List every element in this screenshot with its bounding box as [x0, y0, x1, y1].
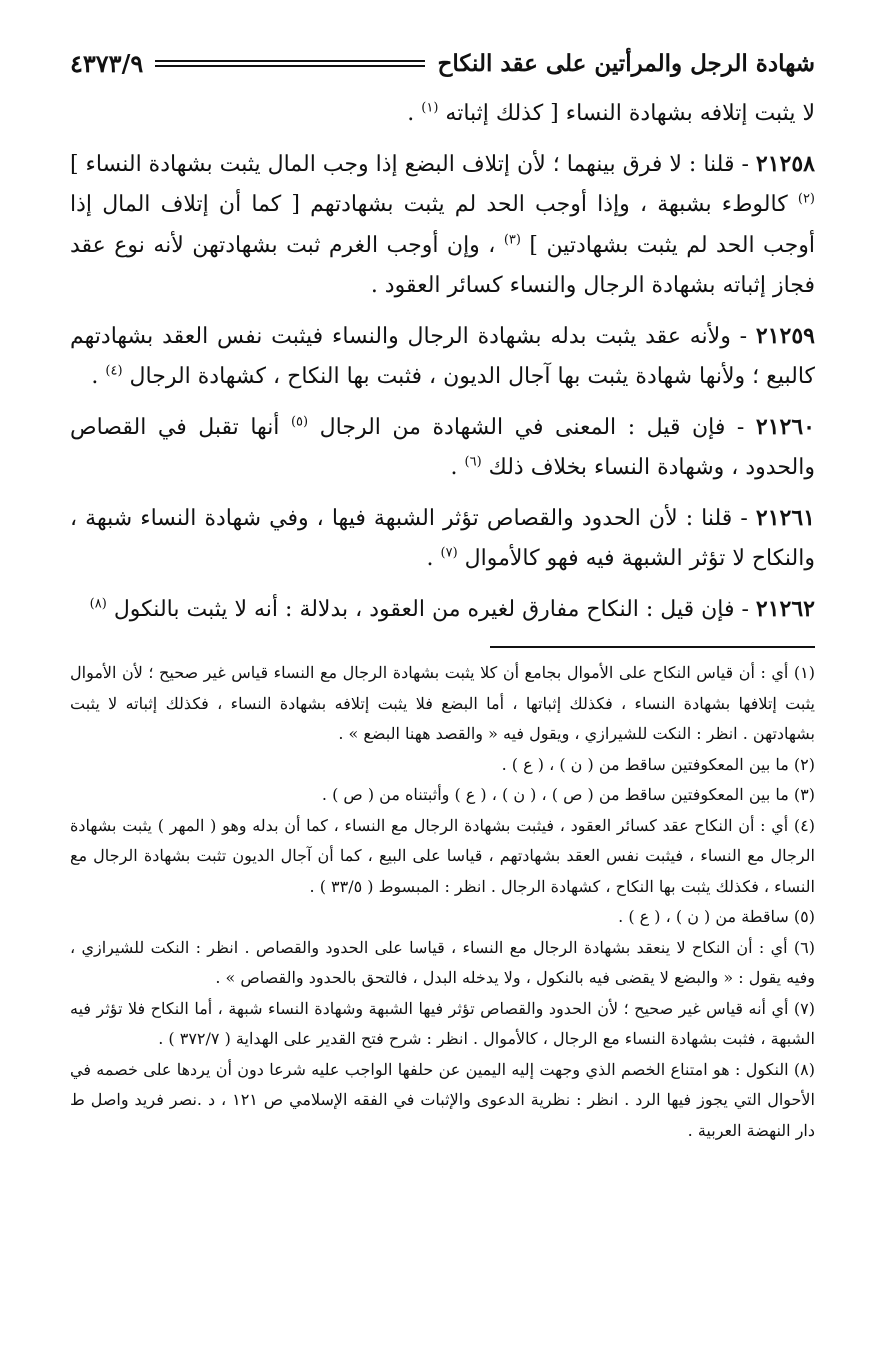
- paragraph-text: كالوطء بشبهة ، وإذا أوجب الحد لم يثبت بشهادتهم [ كما أن إتلاف المال إذا أوجب الحد لم يثبت بشهادتين ]: [70, 192, 815, 258]
- paragraph-text: - قلنا : لأن الحدود والقصاص تؤثر الشبهة فيها ، وفي شهادة النساء شبهة ، والنكاح لا تؤثر الشبهة فيه فهو كالأموال: [70, 505, 815, 571]
- paragraph-text: ، وإن أوجب الغرم ثبت بشهادتهن لأنه نوع عقد فجاز إثباته بشهادة الرجال والنساء كسائر العقود .: [70, 232, 815, 298]
- footnote: (٨) النكول : هو امتناع الخصم الذي وجهت إليه اليمين عن حلفها الواجب عليه شرعا دون أن يردها على خصمه في الأحوال التي يجوز فيها الرد . انظر : نظرية الدعوى والإثبات في الفقه الإسلامي ص ١٢١ ، د .نصر فريد واصل ط دار النهضة العربية .: [70, 1059, 815, 1140]
- paragraph-text: .: [450, 455, 465, 480]
- paragraph-text: - قلنا : لا فرق بينهما ؛ لأن إتلاف البضع إذا وجب المال يثبت بشهادة النساء ]: [69, 151, 756, 177]
- footnotes: [70, 658, 815, 1146]
- paragraph-text: أنها تقبل في القصاص والحدود ، وشهادة النساء بخلاف ذلك: [70, 414, 815, 480]
- paragraph-text: .: [407, 101, 422, 126]
- paragraph-text: - فإن قيل : المعنى في الشهادة من الرجال: [319, 414, 756, 440]
- footnote-ref[interactable]: (٨): [89, 596, 107, 612]
- paragraph: [70, 316, 815, 398]
- paragraph: [70, 94, 815, 135]
- footnote-ref[interactable]: (٤): [105, 363, 123, 379]
- paragraph: [70, 498, 815, 580]
- paragraph-number: ٢١٢٥٨: [755, 150, 815, 177]
- footnote-ref[interactable]: (٦): [464, 454, 482, 470]
- paragraph: [70, 589, 815, 631]
- page-number: ٤٣٧٣/٩: [70, 48, 144, 78]
- footnote-separator: [490, 646, 815, 648]
- footnote-ref[interactable]: (٧): [440, 545, 458, 561]
- paragraph-number: ٢١٢٦٠: [755, 413, 815, 440]
- footnote-ref[interactable]: (٢): [797, 191, 815, 207]
- footnote: (٣) ما بين المعكوفتين ساقط من ( ص ) ، ( ن ) ، ( ع ) وأثبتناه من ( ص ) .: [321, 785, 815, 804]
- footnote: (٦) أي : أن النكاح لا ينعقد بشهادة الرجال مع النساء ، قياسا على الحدود والقصاص . انظر : النكت للشيرازي ، وفيه يقول : « والبضع لا يقضى فيه بالنكول ، ولا يدخله البدل ، فالتحق بالحدود والقصاص » .: [70, 937, 815, 987]
- footnote: (٥) ساقطة من ( ن ) ، ( ع ) .: [618, 907, 815, 926]
- page-header: [70, 40, 815, 86]
- paragraph: [70, 407, 815, 489]
- footnote: (٢) ما بين المعكوفتين ساقط من ( ن ) ، ( ع ) .: [501, 754, 815, 774]
- footnote-ref[interactable]: (١): [421, 100, 439, 116]
- paragraph-text: .: [91, 364, 106, 389]
- paragraph-text: لا يثبت إتلافه بشهادة النساء [ كذلك إثباته: [445, 101, 815, 126]
- paragraph-text: .: [426, 546, 441, 571]
- header-double-rule: [155, 60, 425, 67]
- footnote: (٧) أي أنه قياس غير صحيح ؛ لأن الحدود والقصاص تؤثر فيها الشبهة وشهادة النساء شبهة ، أما النكاح فلا تؤثر فيه الشبهة ، فثبت بشهادة النساء مع الرجال ، كالأموال . انظر : شرح فتح القدير على الهداية ( ٣٧٢/٧ ) .: [70, 998, 815, 1048]
- main-text: [70, 94, 815, 630]
- running-title: شهادة الرجل والمرأتين على عقد النكاح: [437, 49, 815, 77]
- paragraph-number: ٢١٢٥٩: [755, 322, 815, 349]
- paragraph-number: ٢١٢٦٢: [755, 595, 815, 622]
- paragraph: [70, 144, 815, 307]
- footnote-ref[interactable]: (٥): [290, 414, 309, 430]
- paragraph-text: - ولأنه عقد يثبت بدله بشهادة الرجال والنساء فيثبت نفس العقد بشهادتهم كالبيع ؛ ولأنها شهادة يثبت بها آجال الديون ، فثبت بها النكاح ، كشهادة الرجال: [70, 323, 815, 389]
- footnote-ref[interactable]: (٣): [503, 232, 521, 248]
- paragraph-number: ٢١٢٦١: [755, 504, 815, 531]
- footnote: (١) أي : أن قياس النكاح على الأموال بجامع أن كلا يثبت بشهادة الرجال مع النساء قياس غير صحيح ؛ لأن الأموال يثبت إتلافها بشهادة النساء ، فكذلك إثباتها ، أما البضع فلا يثبت إتلافه بشهادة النساء ، فكذلك إثباته لا يثبت بشهادتهن . انظر : النكت للشيرازي ، ويقول فيه « والقصد ههنا البضع » .: [70, 663, 815, 743]
- document-page: [70, 40, 815, 1146]
- paragraph-text: - فإن قيل : النكاح مفارق لغيره من العقود ، بدلالة : أنه لا يثبت بالنكول: [113, 596, 756, 622]
- footnote: (٤) أي : أن النكاح عقد كسائر العقود ، فيثبت بشهادة الرجال مع النساء ، كما أن بدله وهو ( المهر ) يثبت بشهادة الرجال مع النساء ، فيثبت نفس العقد بشهادتهم ، قياسا على البيع ، كما أن آجال الديون تثبت بشهادة الرجال مع النساء ، فكذلك يثبت بها النكاح ، كشهادة الرجال . انظر : المبسوط ( ٣٣/٥ ) .: [70, 815, 816, 896]
